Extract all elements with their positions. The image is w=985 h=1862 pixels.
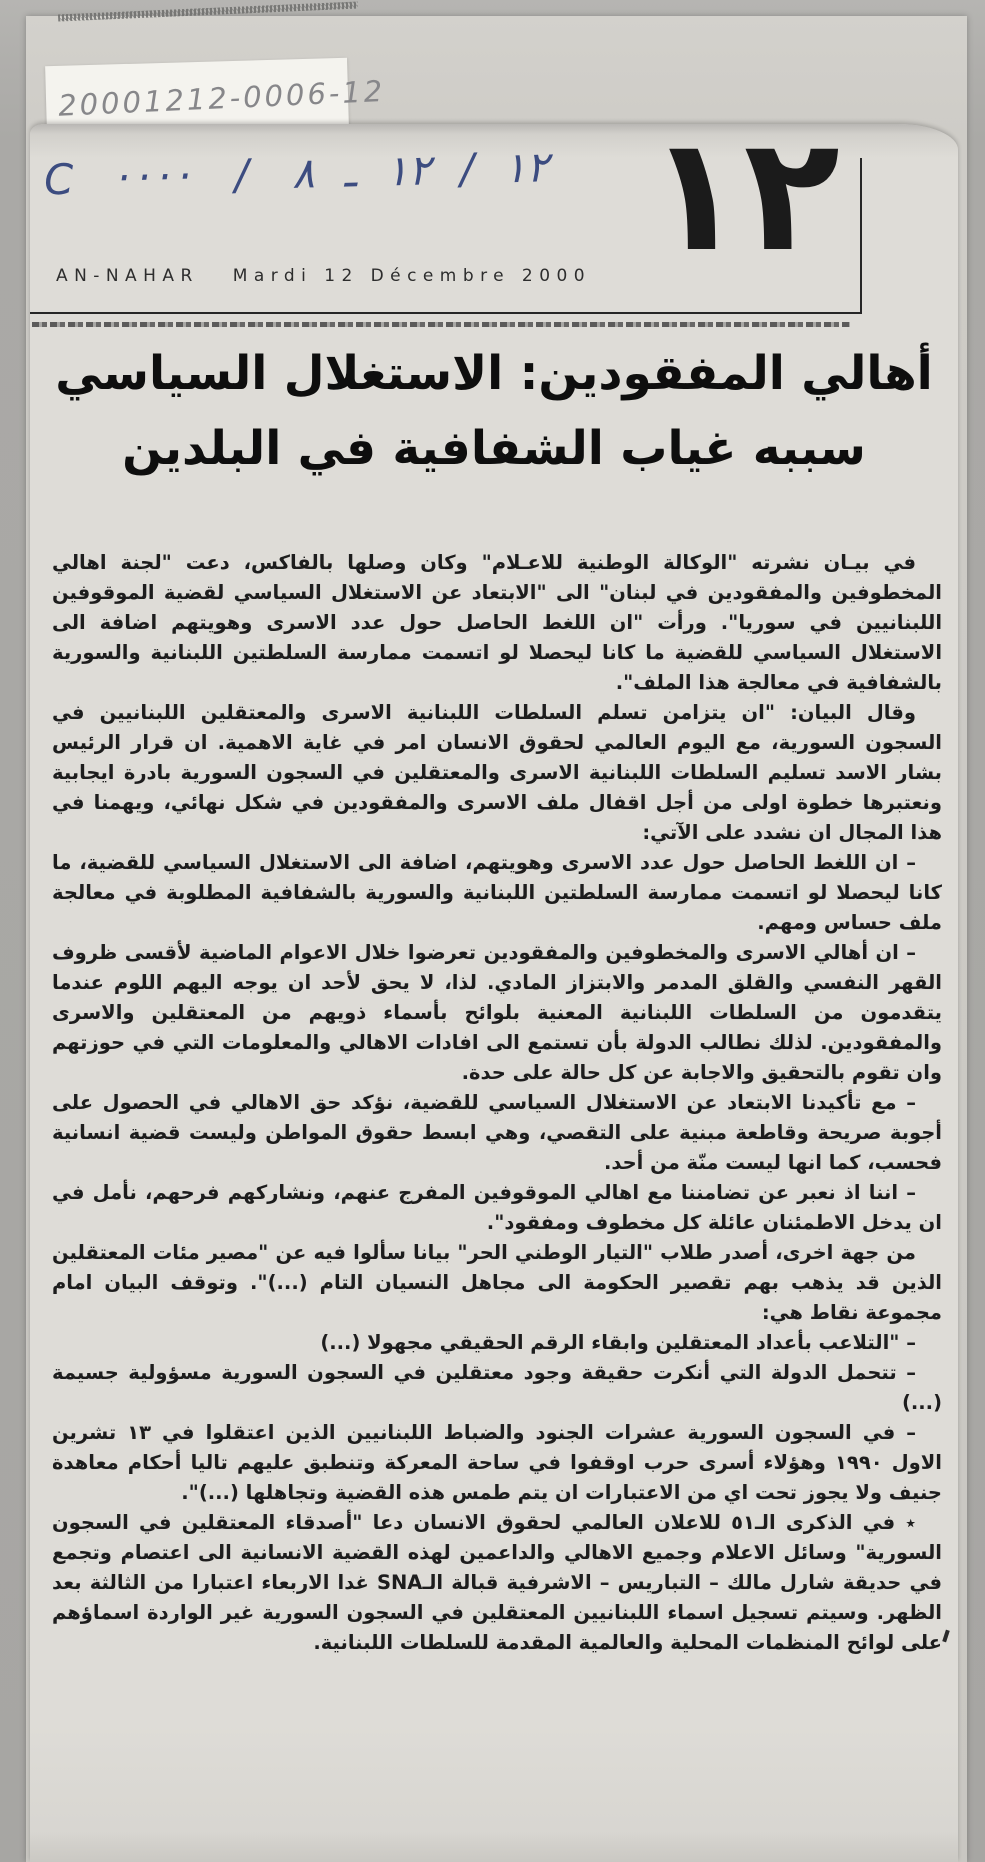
article-paragraph: من جهة اخرى، أصدر طلاب "التيار الوطني الحر" بيانا سألوا فيه عن "مصير مئات المعتقلين الذين قد يذهب بهم تقصير الحكومة الى مجاهل النسيان التام (...)". وتوقف البيان امام مجموعة نقاط هي: — [52, 1241, 942, 1324]
masthead-date: Mardi 12 Décembre 2000 — [232, 266, 592, 286]
ink-mark — [942, 1630, 950, 1643]
headline — [44, 336, 944, 486]
masthead-paper-name: AN-NAHAR — [56, 266, 199, 286]
article-paragraph: – في السجون السورية عشرات الجنود والضباط اللبنانيين الذين اعتقلوا في ١٣ تشرين الاول ١٩٩٠ وهؤلاء أسرى حرب اوقفوا في ساحة المعركة وتنطبق عليهم تاليا أحكام معاهدة جنيف ولا يجوز تحت اي من الاعتبارات ان يتم طمس هذه القضية وتجاهلها (...)". — [52, 1421, 942, 1504]
headline-line-1: أهالي المفقودين: الاستغلال السياسي — [55, 346, 933, 401]
article-paragraph: وقال البيان: "ان يتزامن تسلم السلطات اللبنانية الاسرى والمعتقلين اللبنانيين في السجون السورية، مع اليوم العالمي لحقوق الانسان امر في غاية الاهمية. ان قرار الرئيس بشار الاسد تسليم السلطات اللبنانية الاسرى والمعتقلين في السجون السورية بادرة ايجابية ونعتبرها خطوة اولى من أجل اقفال ملف الاسرى والمفقودين في شكل نهائي، ويهمنا في هذا المجال ان نشدد على الآتي: — [52, 701, 942, 844]
article-paragraph: – ان اللغط الحاصل حول عدد الاسرى وهويتهم، اضافة الى الاستغلال السياسي للقضية، ما كانا ليحصلا لو اتسمت ممارسة السلطتين اللبنانية والسورية بالشفافية المطلوبة في معالجة ملف حساس ومهم. — [52, 851, 942, 934]
article-paragraph: ٭ في الذكرى الـ٥١ للاعلان العالمي لحقوق الانسان دعا "أصدقاء المعتقلين في السجون السورية" وسائل الاعلام وجميع الاهالي والداعمين لهذه القضية الانسانية الى اعتصام وتجمع في حديقة شارل مالك – التباريس – الاشرفية قبالة الـSNA غدا الاربعاء اعتبارا من الثالثة بعد الظهر. وسيتم تسجيل اسماء اللبنانيين المعتقلين في السجون السورية غير الواردة اسماؤهم على لوائح المنظمات المحلية والعالمية المقدمة للسلطات اللبنانية. — [52, 1511, 942, 1654]
article-paragraph: – مع تأكيدنا الابتعاد عن الاستغلال السياسي للقضية، نؤكد حق الاهالي في الحصول على أجوبة صريحة وقاطعة مبنية على التقصي، وهي ابسط حقوق المواطن وليست قضية انسانية فحسب، كما انها ليست منّة من أحد. — [52, 1091, 942, 1174]
page-number-large: ١٢ — [647, 103, 840, 287]
article-paragraph: – "التلاعب بأعداد المعتقلين وابقاء الرقم الحقيقي مجهولا (...) — [320, 1331, 916, 1354]
archive-label — [45, 58, 386, 134]
masthead-dotted-rule — [32, 322, 850, 327]
article-paragraph: – اننا اذ نعبر عن تضامننا مع اهالي الموقوفين المفرج عنهم، ونشاركهم فرحهم، نأمل في ان يدخل الاطمئنان عائلة كل مخطوف ومفقود". — [52, 1181, 942, 1234]
masthead-corner-rule — [860, 158, 862, 314]
newspaper-clipping — [30, 103, 958, 1862]
article-paragraph: – ان أهالي الاسرى والمخطوفين والمفقودين تعرضوا خلال الاعوام الماضية لأقسى ظروف القهر النفسي والقلق المدمر والابتزاز المادي. لذا، لا يحق لأحد ان يوجه اليهم اللوم عندما يتقدمون من السلطات اللبنانية المعنية بلوائح بأسماء ذويهم من المعتقلين والاسرى والمفقودين. لذلك نطالب الدولة بأن تستمع الى افادات الاهالي والمعلومات التي في حوزتهم وان تقوم بالتحقيق والاجابة عن كل حالة على حدة. — [52, 941, 942, 1084]
article-paragraph: – تتحمل الدولة التي أنكرت حقيقة وجود معتقلين في السجون السورية مسؤولية جسيمة (...) — [52, 1361, 942, 1414]
masthead — [56, 266, 591, 286]
archive-code: 20001212-0006-12 — [57, 73, 386, 123]
article-body — [52, 548, 942, 1856]
article-paragraph: في بيـان نشرته "الوكالة الوطنية للاعـلام" وكان وصلها بالفاكس، دعت "لجنة اهالي المخطوفين والمفقودين في لبنان" الى "الابتعاد عن الاستغلال السياسي لقضية الموقوفين اللبنانيين في سوريا". ورأت "ان اللغط الحاصل حول عدد الاسرى وهويتهم اضافة الى الاستغلال السياسي للقضية ما كانا ليحصلا لو اتسمت ممارسة السلطتين اللبنانية والسورية بالشفافية في معالجة هذا الملف". — [52, 551, 942, 694]
masthead-rule — [30, 312, 862, 314]
handwritten-date-annotation: C ···· / ١٢ / ١٢ ـ ٨ — [43, 142, 550, 205]
headline-line-2: سببه غياب الشفافية في البلدين — [122, 421, 866, 477]
